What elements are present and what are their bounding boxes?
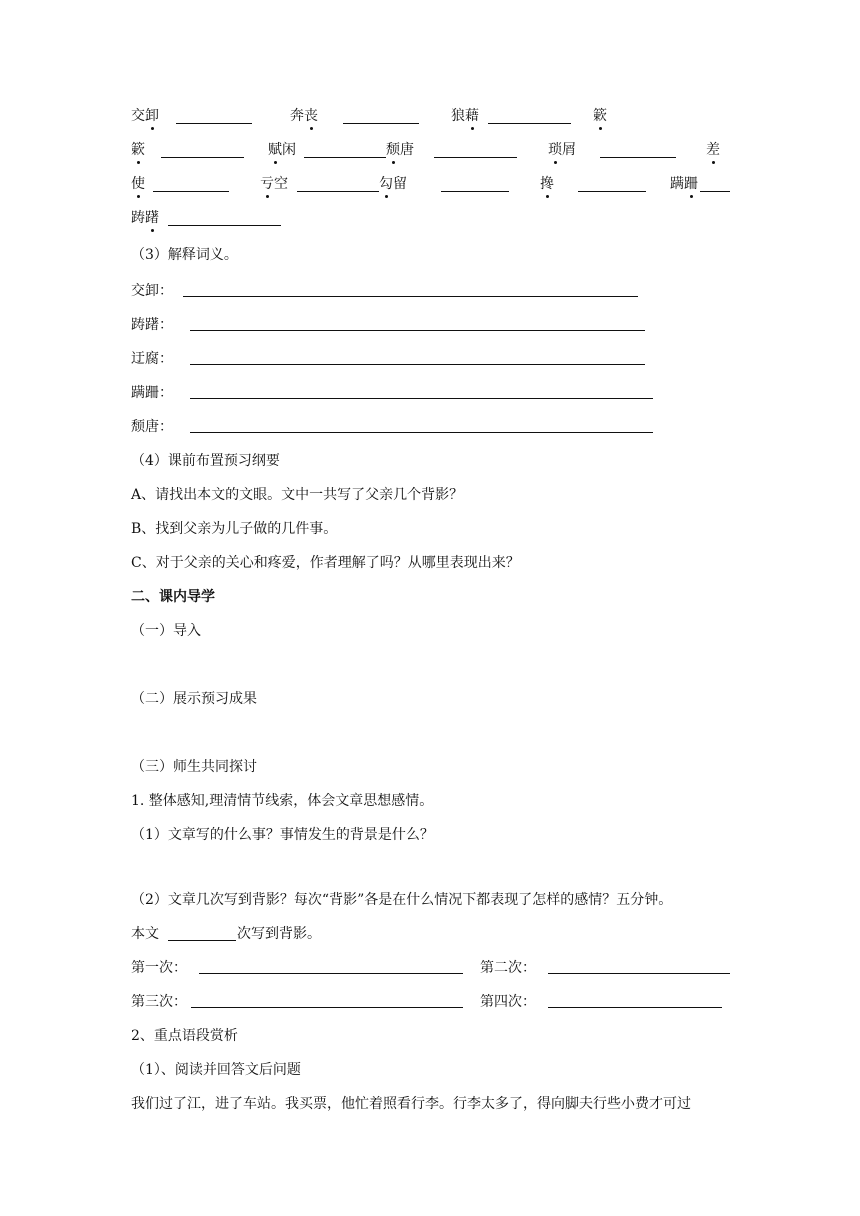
answer-blank[interactable] — [153, 191, 229, 192]
vocab-langji: 狼藉 — [451, 108, 479, 124]
answer-blank[interactable] — [434, 157, 517, 158]
term-chouchu: 踌躇： — [131, 317, 173, 333]
vocab-jiaoxie: 交卸 — [131, 108, 159, 124]
vocab-panshan: 蹒跚 — [670, 176, 698, 192]
q4-item-a: A、请找出本文的文眼。文中一共写了父亲几个背影？ — [131, 487, 464, 503]
section-title: 二、课内导学 — [131, 589, 215, 605]
definition-blank[interactable] — [190, 330, 645, 331]
answer-blank[interactable] — [304, 157, 386, 158]
count-prefix: 本文 — [131, 926, 159, 942]
answer-blank[interactable] — [176, 123, 252, 124]
vocab-kuikong: 亏空 — [260, 176, 288, 192]
answer-blank[interactable] — [161, 157, 244, 158]
vocab-fuxian: 赋闲 — [268, 142, 296, 158]
question-2: 2、重点语段赏析 — [131, 1028, 238, 1044]
vocab-tuitang: 颓唐 — [386, 142, 414, 158]
passage-text: 我们过了江，进了车站。我买票，他忙着照看行李。行李太多了，得向脚夫行些小费才可过 — [131, 1096, 691, 1112]
definition-blank[interactable] — [183, 296, 638, 297]
question-1: 1. 整体感知,理清情节线索，体会文章思想感情。 — [131, 793, 434, 809]
time-3-label: 第三次： — [131, 994, 187, 1010]
vocab-susu-2: 簌 — [131, 142, 145, 158]
question-1b: （2）文章几次写到背影？每次“背影”各是在什么情况下都表现了怎样的感情？五分钟。 — [131, 892, 673, 908]
answer-blank[interactable] — [343, 123, 419, 124]
term-tuitang: 颓唐： — [131, 419, 173, 435]
answer-blank[interactable] — [578, 191, 646, 192]
answer-blank[interactable] — [488, 123, 571, 124]
part-intro: （一）导入 — [131, 623, 201, 639]
time-4-label: 第四次： — [480, 994, 536, 1010]
vocab-chouchu: 踌躇 — [131, 210, 159, 226]
q3-heading: （3）解释词义。 — [131, 247, 238, 263]
time-2-blank[interactable] — [548, 973, 730, 974]
count-suffix: 次写到背影。 — [237, 926, 321, 942]
count-blank[interactable] — [168, 940, 236, 941]
vocab-bensang: 奔丧 — [290, 108, 318, 124]
definition-blank[interactable] — [190, 432, 653, 433]
part-preview-results: （二）展示预习成果 — [131, 691, 257, 707]
vocab-susu-1: 簌 — [593, 108, 607, 124]
vocab-suoxie: 琐屑 — [548, 142, 576, 158]
answer-blank[interactable] — [441, 191, 509, 192]
answer-blank[interactable] — [600, 157, 676, 158]
time-1-label: 第一次： — [131, 960, 187, 976]
term-panshan: 蹒跚： — [131, 385, 173, 401]
time-4-blank[interactable] — [548, 1007, 722, 1008]
vocab-chai: 差 — [706, 142, 720, 158]
answer-blank[interactable] — [168, 225, 281, 226]
time-2-label: 第二次： — [480, 960, 536, 976]
vocab-shi: 使 — [131, 176, 145, 192]
time-1-blank[interactable] — [199, 973, 463, 974]
question-2a: （1）、阅读并回答文后问题 — [131, 1062, 301, 1078]
definition-blank[interactable] — [190, 364, 645, 365]
q4-item-c: C、对于父亲的关心和疼爱，作者理解了吗？从哪里表现出来？ — [131, 555, 520, 571]
part-discussion: （三）师生共同探讨 — [131, 759, 257, 775]
definition-blank[interactable] — [190, 398, 653, 399]
vocab-gouliu: 勾留 — [379, 176, 407, 192]
answer-blank[interactable] — [700, 191, 730, 192]
vocab-chan: 搀 — [540, 176, 554, 192]
time-3-blank[interactable] — [191, 1007, 463, 1008]
q4-item-b: B、找到父亲为儿子做的几件事。 — [131, 521, 338, 537]
term-jiaoxie: 交卸： — [131, 283, 173, 299]
question-1a: （1）文章写的什么事？事情发生的背景是什么？ — [131, 827, 434, 843]
answer-blank[interactable] — [297, 191, 379, 192]
q4-heading: （4）课前布置预习纲要 — [131, 453, 280, 469]
term-yufu: 迂腐： — [131, 351, 173, 367]
